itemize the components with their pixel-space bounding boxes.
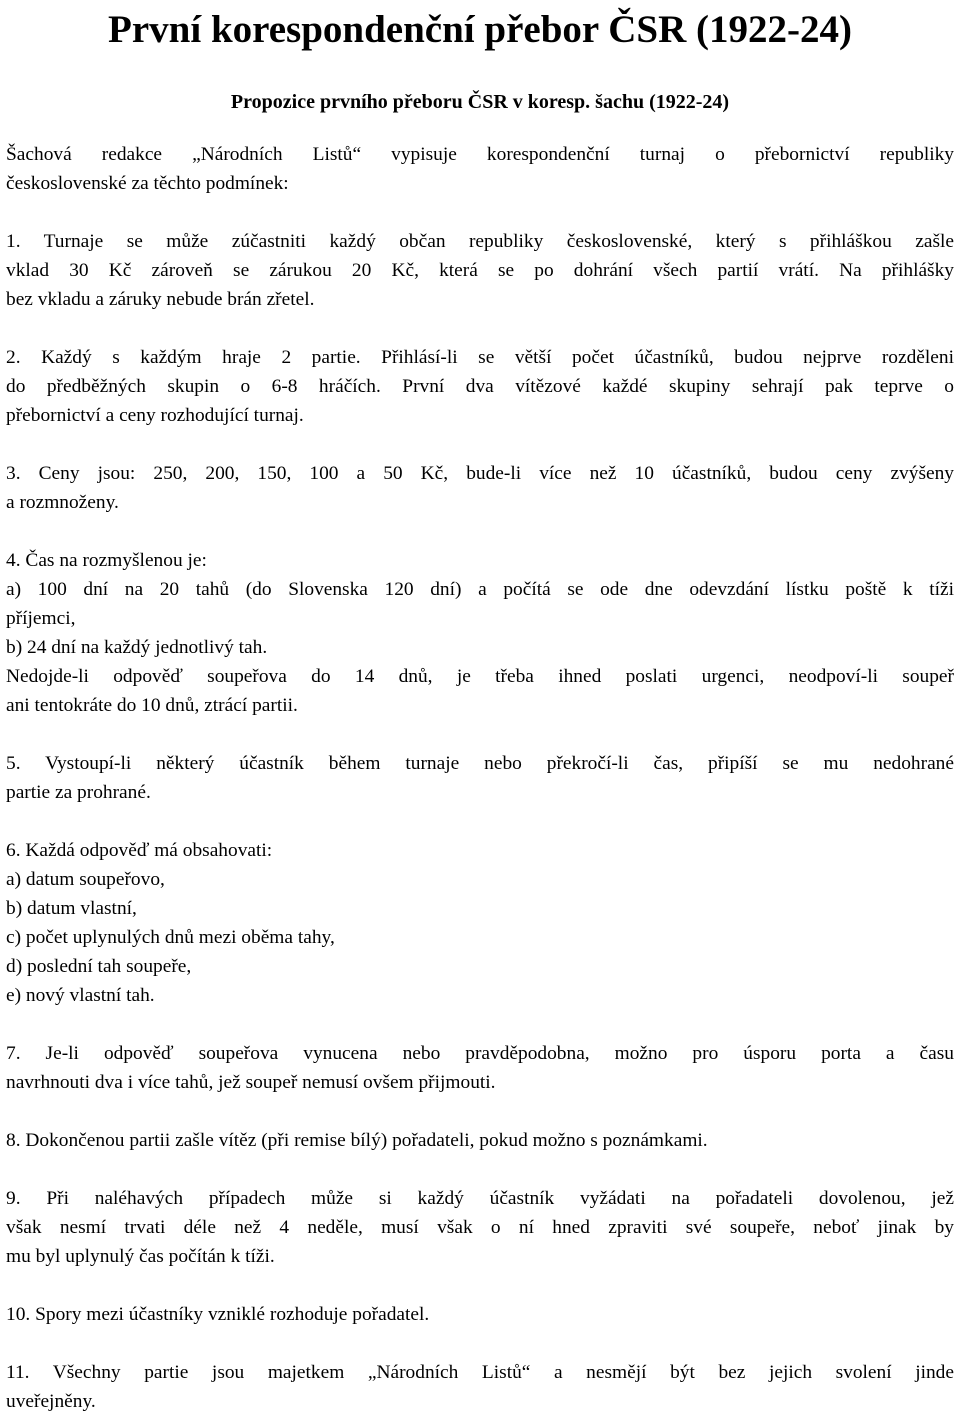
text-line: 5. Vystoupí-li některý účastník během turnaje nebo překročí-li čas, připíší se mu nedohrané <box>6 753 954 774</box>
text-line: Nedojde-li odpověď soupeřova do 14 dnů, je třeba ihned poslati urgenci, neodpoví-li soupeř <box>6 666 954 687</box>
rule-11 <box>6 1358 954 1416</box>
text-line: ani tentokráte do 10 dnů, ztrácí partii. <box>6 695 298 716</box>
text-line: československé za těchto podmínek: <box>6 173 289 194</box>
text-line: do předběžných skupin o 6-8 hráčích. První dva vítězové každé skupiny sehrají pak teprve o <box>6 376 954 397</box>
text-line: uveřejněny. <box>6 1391 96 1412</box>
rule-3 <box>6 459 954 517</box>
text-line: b) datum vlastní, <box>6 898 137 919</box>
rule-1 <box>6 227 954 314</box>
text-line: b) 24 dní na každý jednotlivý tah. <box>6 637 268 658</box>
text-line: 1. Turnaje se může zúčastniti každý občan republiky československé, který s přihláškou zašle <box>6 231 954 252</box>
text-line: přebornictví a ceny rozhodující turnaj. <box>6 405 304 426</box>
text-line: 11. Všechny partie jsou majetkem „Národních Listů“ a nesmějí být bez jejich svolení jinde <box>6 1362 954 1383</box>
text-line: Šachová redakce „Národních Listů“ vypisuje korespondenční turnaj o přebornictví republiky <box>6 144 954 165</box>
rule-10 <box>6 1300 954 1329</box>
text-line: a) datum soupeřovo, <box>6 869 165 890</box>
text-line: e) nový vlastní tah. <box>6 985 155 1006</box>
text-line: c) počet uplynulých dnů mezi oběma tahy, <box>6 927 335 948</box>
text-line: 3. Ceny jsou: 250, 200, 150, 100 a 50 Kč, bude-li více než 10 účastníků, budou ceny zvýšeny <box>6 463 954 484</box>
text-line: však nesmí trvati déle než 4 neděle, musí však o ní hned zpraviti své soupeře, neboť jinak by <box>6 1217 954 1238</box>
text-line: 7. Je-li odpověď soupeřova vynucena nebo pravděpodobna, možno pro úsporu porta a času <box>6 1043 954 1064</box>
text-line: a) 100 dní na 20 tahů (do Slovenska 120 dní) a počítá se ode dne odevzdání lístku poště k tíži <box>6 579 954 600</box>
text-line: 6. Každá odpověď má obsahovati: <box>6 840 273 861</box>
text-line: mu byl uplynulý čas počítán k tíži. <box>6 1246 275 1267</box>
text-line: 9. Při naléhavých případech může si každý účastník vyžádati na pořadateli dovolenou, jež <box>6 1188 954 1209</box>
text-line: 4. Čas na rozmyšlenou je: <box>6 550 207 571</box>
rule-8 <box>6 1126 954 1155</box>
text-line: 8. Dokončenou partii zašle vítěz (při remise bílý) pořadateli, pokud možno s poznámkami. <box>6 1130 708 1151</box>
rule-6 <box>6 836 954 1010</box>
text-line: a rozmnoženy. <box>6 492 119 513</box>
text-line: 2. Každý s každým hraje 2 partie. Přihlásí-li se větší počet účastníků, budou nejprve rozděleni <box>6 347 954 368</box>
text-line: partie za prohrané. <box>6 782 151 803</box>
rule-4 <box>6 546 954 720</box>
rule-7 <box>6 1039 954 1097</box>
text-line: vklad 30 Kč zároveň se zárukou 20 Kč, která se po dohrání všech partií vrátí. Na přihlášky <box>6 260 954 281</box>
rule-2 <box>6 343 954 430</box>
text-line: navrhnouti dva i více tahů, jež soupeř nemusí ovšem přijmouti. <box>6 1072 496 1093</box>
text-line: příjemci, <box>6 608 76 629</box>
page-title: První korespondenční přebor ČSR (1922-24) <box>108 8 852 51</box>
rule-9 <box>6 1184 954 1271</box>
intro-paragraph <box>6 140 954 198</box>
text-line: d) poslední tah soupeře, <box>6 956 192 977</box>
page-subtitle: Propozice prvního přeboru ČSR v koresp. šachu (1922-24) <box>230 91 730 113</box>
text-line: 10. Spory mezi účastníky vzniklé rozhoduje pořadatel. <box>6 1304 430 1325</box>
rule-5 <box>6 749 954 807</box>
text-line: bez vkladu a záruky nebude brán zřetel. <box>6 289 315 310</box>
